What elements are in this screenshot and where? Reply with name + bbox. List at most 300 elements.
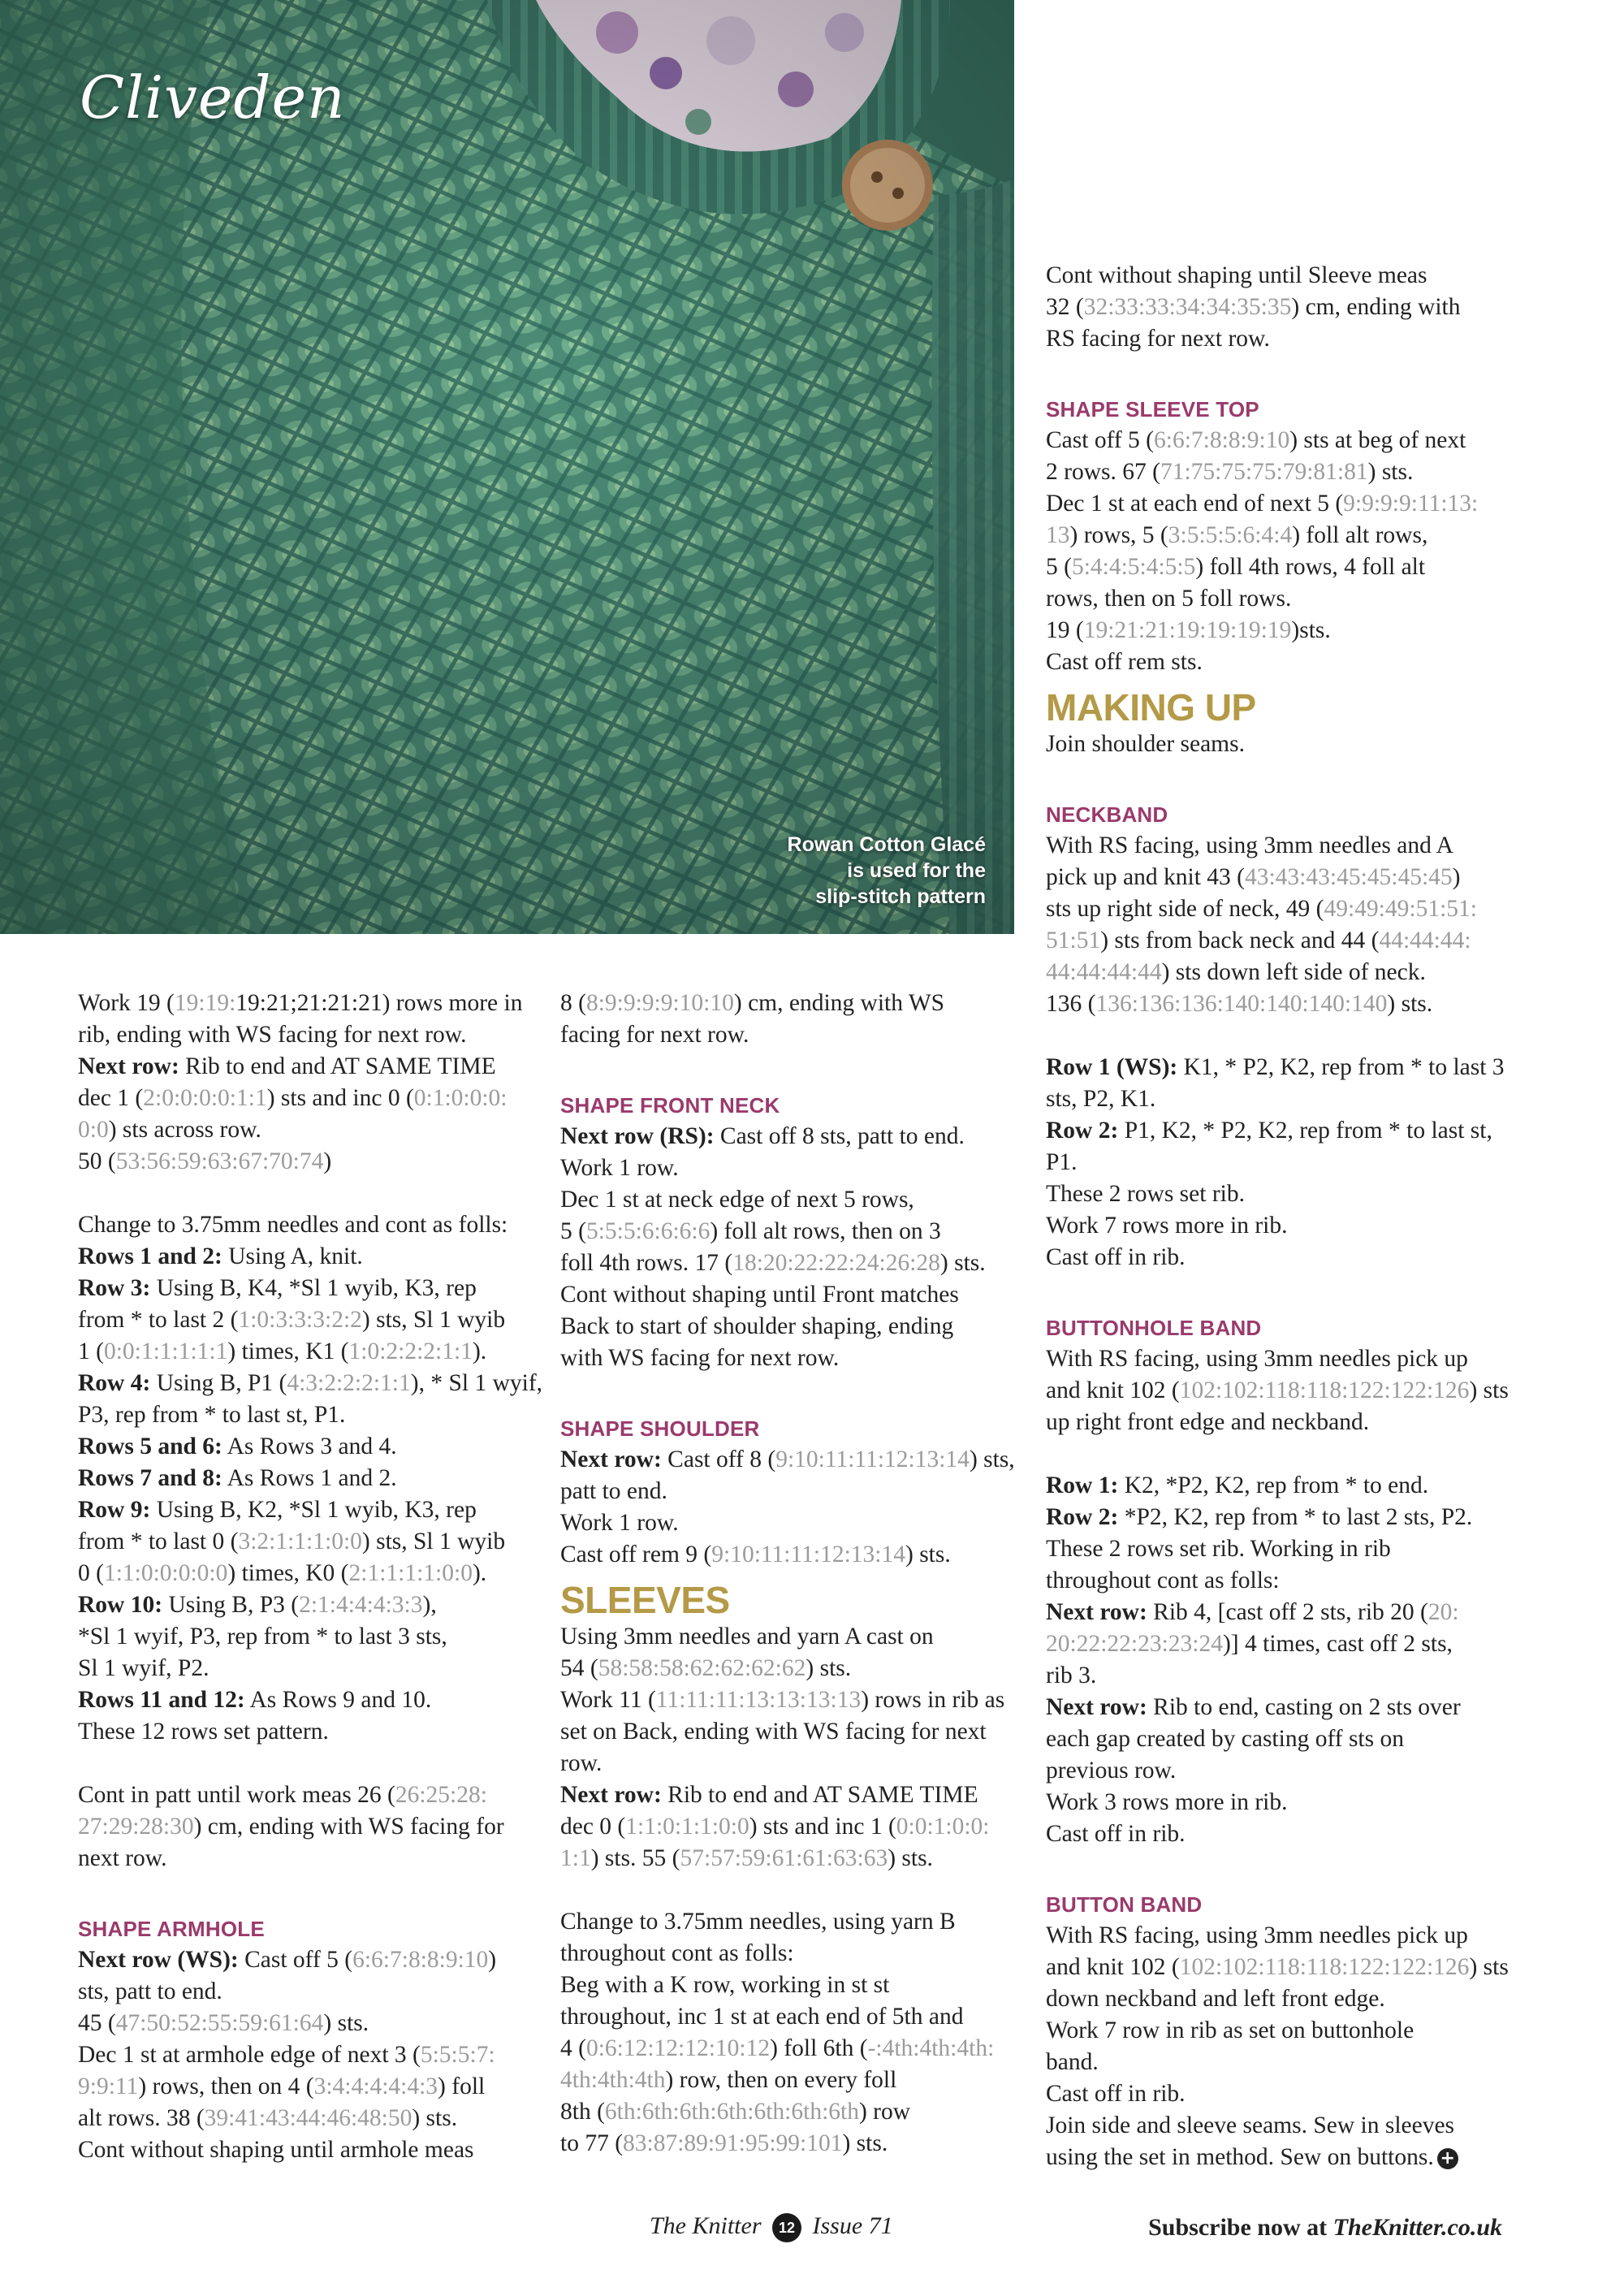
pattern-line bbox=[1046, 1920, 1509, 1952]
size-values: -:4th:4th:4th: bbox=[867, 2035, 995, 2061]
text-run: ) sts bbox=[1469, 1377, 1509, 1403]
text-run: ) bbox=[323, 1148, 332, 1174]
row-label: Next row: bbox=[1046, 1599, 1147, 1625]
size-values: 6:6:7:8:8:9:10 bbox=[1154, 427, 1290, 453]
caption-line: slip-stitch pattern bbox=[815, 885, 986, 908]
text-run: Using B, K2, *Sl 1 wyib, K3, rep bbox=[150, 1497, 477, 1523]
size-values: 0:0 bbox=[78, 1117, 109, 1143]
text-run: Back to start of shoulder shaping, ending bbox=[560, 1313, 954, 1339]
text-run: BUTTON BAND bbox=[1046, 1892, 1203, 1917]
pattern-line bbox=[1046, 988, 1509, 1020]
pattern-line bbox=[560, 1216, 1023, 1247]
pattern-line bbox=[78, 1051, 533, 1083]
text-run: ) sts bbox=[1469, 1954, 1509, 1980]
pattern-line bbox=[78, 1463, 533, 1494]
size-values: 5:5:5:7: bbox=[420, 2042, 495, 2068]
size-values: 18:20:22:22:24:26:28 bbox=[732, 1250, 940, 1276]
pattern-line bbox=[1046, 1755, 1509, 1787]
row-label: Rows 7 and 8: bbox=[78, 1465, 222, 1491]
text-run: ) times, K1 ( bbox=[227, 1338, 349, 1364]
text-run: Join shoulder seams. bbox=[1046, 731, 1245, 757]
pattern-line bbox=[560, 2096, 1023, 2128]
subsection-heading bbox=[1046, 1313, 1509, 1343]
text-run: previous row. bbox=[1046, 1758, 1177, 1784]
pattern-line bbox=[1046, 1052, 1509, 1083]
text-run: 8 ( bbox=[560, 990, 586, 1016]
size-values: 6th:6th:6th:6th:6th:6th:6th bbox=[604, 2099, 859, 2125]
pattern-line bbox=[1046, 323, 1509, 355]
pattern-line bbox=[78, 1779, 533, 1811]
pattern-line bbox=[560, 1906, 1023, 1938]
size-values: 57:57:59:61:61:63:63 bbox=[680, 1845, 888, 1871]
text-run: each gap created by casting off sts on bbox=[1046, 1726, 1404, 1752]
text-run: set on Back, ending with WS facing for next bbox=[560, 1719, 987, 1745]
subsection-heading bbox=[560, 1091, 1023, 1121]
text-run: Rib to end and AT SAME TIME bbox=[661, 1782, 978, 1808]
pattern-line bbox=[78, 1431, 533, 1463]
text-run: 8th ( bbox=[560, 2099, 605, 2125]
section-heading bbox=[560, 1579, 1023, 1621]
pattern-line bbox=[560, 1476, 1023, 1507]
text-run: K2, *P2, K2, rep from * to end. bbox=[1118, 1472, 1429, 1498]
text-run: row. bbox=[560, 1750, 603, 1776]
text-run: facing for next row. bbox=[560, 1022, 749, 1048]
size-values: 102:102:118:118:122:122:126 bbox=[1179, 1377, 1470, 1403]
text-run: rib, ending with WS facing for next row. bbox=[78, 1022, 467, 1048]
size-values: 32:33:33:34:34:35:35 bbox=[1083, 294, 1292, 320]
page-number: 12 bbox=[772, 2213, 801, 2242]
text-run: P1, K2, * P2, K2, rep from * to last st, bbox=[1118, 1118, 1492, 1144]
pattern-line bbox=[78, 1336, 533, 1368]
section-heading bbox=[1046, 686, 1509, 729]
text-run: ) sts. bbox=[888, 1845, 933, 1871]
paragraph-gap bbox=[78, 1178, 533, 1209]
text-run: Cont without shaping until Front matches bbox=[560, 1282, 959, 1308]
subsection-heading bbox=[560, 1414, 1023, 1444]
text-run: Cast off rem 9 ( bbox=[560, 1541, 712, 1567]
subsection-heading bbox=[78, 1914, 533, 1944]
pattern-line bbox=[560, 1311, 1023, 1343]
size-values: 0:6:12:12:12:10:12 bbox=[585, 2035, 771, 2061]
text-run: ) foll alt rows, bbox=[1292, 522, 1428, 548]
pattern-column-1 bbox=[78, 988, 543, 2166]
pattern-line bbox=[560, 1653, 1023, 1684]
row-label: Next row: bbox=[78, 1053, 179, 1079]
text-run: Cont without shaping until Sleeve meas bbox=[1046, 262, 1427, 288]
text-run: Cast off rem sts. bbox=[1046, 649, 1203, 675]
pattern-line bbox=[78, 1843, 533, 1874]
pattern-line bbox=[78, 2103, 533, 2134]
text-run: 32 ( bbox=[1046, 294, 1084, 320]
pattern-line bbox=[560, 1343, 1023, 1374]
size-values: 9:9:11 bbox=[78, 2073, 139, 2099]
pattern-line bbox=[78, 1558, 533, 1589]
pattern-line bbox=[560, 1444, 1023, 1476]
size-values: 20: bbox=[1427, 1599, 1459, 1625]
pattern-line bbox=[1046, 1952, 1509, 1983]
size-values: 4th:4th:4th bbox=[560, 2067, 666, 2093]
pattern-line bbox=[1046, 830, 1509, 862]
pattern-line bbox=[1046, 1787, 1509, 1818]
text-run: Cast off 5 ( bbox=[1046, 427, 1155, 453]
size-values: 1:0:3:3:3:2:2 bbox=[238, 1307, 362, 1333]
text-run: Using 3mm needles and yarn A cast on bbox=[560, 1624, 934, 1650]
text-run: SLEEVES bbox=[560, 1579, 730, 1621]
pattern-line bbox=[78, 1976, 533, 2008]
footer-subscribe bbox=[1148, 2214, 1502, 2242]
end-of-pattern-icon: + bbox=[1437, 2148, 1458, 2169]
size-values: 13 bbox=[1046, 522, 1070, 548]
text-run: These 2 rows set rib. bbox=[1046, 1181, 1245, 1207]
text-run: from * to last 2 ( bbox=[78, 1307, 239, 1333]
pattern-line bbox=[560, 1970, 1023, 2001]
text-run: Dec 1 st at armhole edge of next 3 ( bbox=[78, 2042, 421, 2068]
text-run: throughout, inc 1 st at each end of 5th and bbox=[560, 2004, 964, 2030]
text-run: throughout cont as folls: bbox=[1046, 1567, 1280, 1593]
paragraph-gap bbox=[1046, 1020, 1509, 1052]
row-label: Row 4: bbox=[78, 1370, 151, 1396]
pattern-line bbox=[1046, 1723, 1509, 1755]
magazine-name: The Knitter bbox=[650, 2212, 762, 2239]
paragraph-gap bbox=[1046, 1438, 1509, 1470]
pattern-line bbox=[1046, 292, 1509, 323]
text-run: Dec 1 st at each end of next 5 ( bbox=[1046, 491, 1344, 517]
pattern-line bbox=[560, 1938, 1023, 1970]
text-run: SHAPE SLEEVE TOP bbox=[1046, 397, 1259, 422]
pattern-line bbox=[78, 1944, 533, 1976]
size-values: 83:87:89:91:95:99:101 bbox=[623, 2130, 843, 2156]
pattern-line bbox=[78, 1399, 533, 1431]
text-run: dec 0 ( bbox=[560, 1814, 626, 1840]
text-run: 5 ( bbox=[1046, 554, 1072, 580]
pattern-line bbox=[1046, 1660, 1509, 1692]
size-values: 51:51 bbox=[1046, 927, 1101, 953]
pattern-line bbox=[78, 1273, 533, 1304]
pattern-column-3 bbox=[1046, 260, 1509, 2173]
paragraph-gap bbox=[560, 1051, 1023, 1083]
text-run: 2 rows. 67 ( bbox=[1046, 459, 1160, 485]
text-run: down neckband and left front edge. bbox=[1046, 1986, 1385, 2012]
pattern-line bbox=[1046, 893, 1509, 925]
size-values: 1:1 bbox=[560, 1845, 591, 1871]
text-run: ) sts, bbox=[969, 1446, 1015, 1472]
size-values: 3:2:1:1:1:0:0 bbox=[238, 1529, 362, 1554]
pattern-line bbox=[1046, 1147, 1509, 1178]
row-label: Next row: bbox=[560, 1782, 662, 1808]
paragraph-gap bbox=[1046, 1273, 1509, 1305]
text-run: 1 ( bbox=[78, 1338, 104, 1364]
pattern-line bbox=[560, 1779, 1023, 1811]
size-values: 44:44:44: bbox=[1379, 927, 1471, 953]
pattern-line bbox=[78, 2071, 533, 2103]
text-run: ) foll alt rows, then on 3 bbox=[710, 1218, 941, 1244]
text-run: RS facing for next row. bbox=[1046, 326, 1270, 352]
text-run: ) foll bbox=[438, 2073, 486, 2099]
text-run: ) sts. bbox=[905, 1541, 951, 1567]
text-run: with WS facing for next row. bbox=[560, 1345, 840, 1371]
text-run: ), bbox=[422, 1592, 437, 1618]
pattern-column-2 bbox=[560, 988, 1023, 2160]
text-run: ) times, K0 ( bbox=[227, 1560, 349, 1586]
pattern-line bbox=[78, 1019, 533, 1051]
text-run: Using A, knit. bbox=[222, 1243, 363, 1269]
text-run: SHAPE ARMHOLE bbox=[78, 1917, 265, 1941]
text-run: ) bbox=[1452, 864, 1461, 890]
pattern-line bbox=[1046, 583, 1509, 615]
text-run: Using B, P3 ( bbox=[162, 1592, 300, 1618]
size-values: 3:4:4:4:4:4:3 bbox=[313, 2073, 438, 2099]
text-run: sts, P2, K1. bbox=[1046, 1086, 1156, 1112]
pattern-line bbox=[560, 1019, 1023, 1051]
pattern-line bbox=[78, 1146, 533, 1178]
pattern-line bbox=[1046, 1983, 1509, 2015]
text-run: 54 ( bbox=[560, 1655, 598, 1681]
size-values: 9:10:11:11:12:13:14 bbox=[775, 1446, 970, 1472]
size-values: 47:50:52:55:59:61:64 bbox=[115, 2010, 324, 2036]
pattern-line bbox=[1046, 615, 1509, 646]
text-run: Rib 4, [cast off 2 sts, rib 20 ( bbox=[1147, 1599, 1428, 1625]
pattern-line bbox=[78, 1083, 533, 1114]
text-run: With RS facing, using 3mm needles pick up bbox=[1046, 1346, 1468, 1372]
text-run: K1, * P2, K2, rep from * to last 3 bbox=[1177, 1054, 1505, 1080]
pattern-line bbox=[78, 1653, 533, 1684]
text-run: Cont without shaping until armhole meas bbox=[78, 2137, 474, 2163]
text-run: 0 ( bbox=[78, 1560, 104, 1586]
pattern-line bbox=[1046, 1115, 1509, 1147]
pattern-line bbox=[560, 2128, 1023, 2160]
hero-photo bbox=[0, 0, 1014, 934]
text-run: band. bbox=[1046, 2049, 1099, 2075]
row-label: Next row (WS): bbox=[78, 1947, 239, 1973]
pattern-line bbox=[560, 1811, 1023, 1843]
row-label: Rows 11 and 12: bbox=[78, 1687, 245, 1713]
pattern-line bbox=[1046, 862, 1509, 893]
paragraph-gap bbox=[560, 1874, 1023, 1906]
text-run: Rib to end and AT SAME TIME bbox=[179, 1053, 496, 1079]
text-run: *P2, K2, rep from * to last 2 sts, P2. bbox=[1118, 1504, 1473, 1530]
text-run: sts, patt to end. bbox=[78, 1978, 222, 2004]
pattern-line bbox=[1046, 520, 1509, 551]
pattern-line bbox=[1046, 1565, 1509, 1597]
text-run: to 77 ( bbox=[560, 2130, 624, 2156]
text-run: ), * Sl 1 wyif, bbox=[410, 1370, 543, 1396]
text-run: ) sts. bbox=[1367, 459, 1414, 485]
pattern-line bbox=[560, 988, 1023, 1019]
text-run: ) sts. bbox=[323, 2010, 369, 2036]
text-run: ) sts and inc 1 ( bbox=[749, 1814, 896, 1840]
text-run: These 12 rows set pattern. bbox=[78, 1719, 329, 1745]
text-run: Cast off 8 ( bbox=[661, 1446, 776, 1472]
pattern-line bbox=[78, 1494, 533, 1526]
row-label: Row 1: bbox=[1046, 1472, 1119, 1498]
text-run: 50 ( bbox=[78, 1148, 116, 1174]
text-run: P1. bbox=[1046, 1149, 1078, 1175]
row-label: Next row: bbox=[560, 1446, 662, 1472]
text-run: Beg with a K row, working in st st bbox=[560, 1972, 890, 1998]
row-label: Next row: bbox=[1046, 1694, 1147, 1720]
pattern-line bbox=[1046, 260, 1509, 292]
pattern-line bbox=[1046, 957, 1509, 988]
text-run: ) sts and inc 0 ( bbox=[266, 1085, 414, 1111]
pattern-line bbox=[560, 1121, 1023, 1152]
text-run: Work 7 rows more in rib. bbox=[1046, 1213, 1288, 1239]
pattern-line bbox=[560, 1748, 1023, 1779]
size-values: 2:0:0:0:0:1:1 bbox=[143, 1085, 267, 1111]
row-label: Row 1 (WS): bbox=[1046, 1054, 1178, 1080]
subsection-heading bbox=[1046, 395, 1509, 425]
text-run: Work 19 ( bbox=[78, 990, 175, 1016]
pattern-line bbox=[1046, 1692, 1509, 1723]
size-values: 44:44:44:44 bbox=[1046, 959, 1162, 985]
text-run: As Rows 1 and 2. bbox=[222, 1465, 397, 1491]
text-run: ) row bbox=[858, 2099, 911, 2125]
text-run: up right front edge and neckband. bbox=[1046, 1409, 1370, 1435]
text-run: ) rows, 5 ( bbox=[1069, 522, 1168, 548]
text-run: ) rows, then on 4 ( bbox=[138, 2073, 314, 2099]
text-run: BUTTONHOLE BAND bbox=[1046, 1316, 1262, 1340]
text-run: Join side and sleeve seams. Sew in sleeves bbox=[1046, 2112, 1455, 2138]
text-run: Cast off in rib. bbox=[1046, 1244, 1186, 1270]
text-run: Work 7 row in rib as set on buttonhole bbox=[1046, 2017, 1415, 2043]
row-label: Next row (RS): bbox=[560, 1123, 715, 1149]
row-label: Row 2: bbox=[1046, 1504, 1119, 1530]
text-run: ) sts down left side of neck. bbox=[1161, 959, 1426, 985]
text-run: and knit 102 ( bbox=[1046, 1954, 1180, 1980]
pattern-line bbox=[560, 1539, 1023, 1571]
size-values: 11:11:11:13:13:13:13 bbox=[655, 1687, 862, 1713]
size-values: 39:41:43:44:46:48:50 bbox=[204, 2105, 412, 2131]
row-label: Row 10: bbox=[78, 1592, 163, 1618]
text-run: ) sts. bbox=[842, 2130, 888, 2156]
pattern-line bbox=[1046, 1210, 1509, 1242]
text-run: ) cm, ending with bbox=[1291, 294, 1461, 320]
photo-caption bbox=[693, 832, 986, 910]
text-run: ) foll 4th rows, 4 foll alt bbox=[1195, 554, 1426, 580]
page-title: Cliveden bbox=[80, 63, 346, 132]
pattern-line bbox=[1046, 1375, 1509, 1407]
pattern-line bbox=[1046, 2078, 1509, 2110]
text-run: 19 ( bbox=[1046, 617, 1084, 643]
size-values: 27:29:28:30 bbox=[78, 1814, 194, 1840]
size-values: 4:3:2:2:2:1:1 bbox=[287, 1370, 411, 1396]
size-values: 0:1:0:0:0: bbox=[413, 1085, 508, 1111]
size-values: 9:9:9:9:11:13: bbox=[1343, 491, 1479, 517]
text-run: and knit 102 ( bbox=[1046, 1377, 1180, 1403]
pattern-line bbox=[560, 1843, 1023, 1874]
pattern-line bbox=[1046, 1533, 1509, 1565]
text-run: ) sts, Sl 1 wyib bbox=[361, 1307, 506, 1333]
text-run: Dec 1 st at neck edge of next 5 rows, bbox=[560, 1187, 914, 1213]
text-run: ) row, then on every foll bbox=[665, 2067, 897, 2093]
size-values: 19:19: bbox=[174, 990, 236, 1016]
pattern-line bbox=[1046, 1083, 1509, 1115]
size-values: 102:102:118:118:122:122:126 bbox=[1179, 1954, 1470, 1980]
text-run: SHAPE FRONT NECK bbox=[560, 1093, 780, 1118]
text-run: ) sts. bbox=[939, 1250, 986, 1276]
pattern-line bbox=[78, 1526, 533, 1558]
text-run: ) cm, ending with WS bbox=[733, 990, 945, 1016]
pattern-line bbox=[1046, 925, 1509, 957]
text-run: ) bbox=[488, 1947, 497, 1973]
subscribe-link[interactable]: TheKnitter.co.uk bbox=[1332, 2214, 1502, 2241]
pattern-line bbox=[78, 1209, 533, 1241]
size-values: 1:1:0:1:1:0:0 bbox=[625, 1814, 749, 1840]
pattern-line bbox=[78, 1684, 533, 1716]
size-values: 26:25:28: bbox=[395, 1782, 487, 1808]
text-run: ). bbox=[472, 1338, 487, 1364]
pattern-line bbox=[560, 1684, 1023, 1716]
text-run: ). bbox=[472, 1560, 487, 1586]
pattern-line bbox=[560, 1247, 1023, 1279]
pattern-line bbox=[78, 2039, 533, 2071]
text-run: ) sts. bbox=[1387, 991, 1433, 1017]
size-values: 6:6:7:8:8:9:10 bbox=[352, 1947, 489, 1973]
text-run: Cont in patt until work meas 26 ( bbox=[78, 1782, 395, 1808]
text-run: throughout cont as folls: bbox=[560, 1940, 794, 1966]
subsection-heading bbox=[1046, 800, 1509, 830]
issue-number: Issue 71 bbox=[812, 2212, 893, 2239]
pattern-line bbox=[1046, 2047, 1509, 2078]
subsection-heading bbox=[1046, 1890, 1509, 1920]
paragraph-gap bbox=[1046, 1850, 1509, 1882]
text-run: ) rows in rib as bbox=[861, 1687, 1005, 1713]
text-run: Work 11 ( bbox=[560, 1687, 656, 1713]
footer-issue bbox=[650, 2212, 893, 2242]
text-run: ) sts. bbox=[806, 1655, 852, 1681]
pattern-line bbox=[78, 1716, 533, 1748]
size-values: 19:21:21:19:19:19:19 bbox=[1083, 617, 1292, 643]
pattern-line bbox=[560, 2065, 1023, 2096]
pattern-line bbox=[1046, 425, 1509, 456]
size-values: 8:9:9:9:9:10:10 bbox=[585, 990, 734, 1016]
pattern-line bbox=[78, 1368, 543, 1399]
text-run: ) cm, ending with WS facing for bbox=[193, 1814, 504, 1840]
pattern-line bbox=[1046, 1818, 1509, 1850]
paragraph-gap bbox=[1046, 760, 1509, 792]
text-run: SHAPE SHOULDER bbox=[560, 1416, 760, 1441]
size-values: 9:10:11:11:12:13:14 bbox=[711, 1541, 905, 1567]
pattern-line bbox=[1046, 1597, 1509, 1628]
pattern-line bbox=[560, 1184, 1023, 1216]
text-run: Change to 3.75mm needles, using yarn B bbox=[560, 1909, 956, 1935]
pattern-line bbox=[1046, 456, 1509, 488]
text-run: alt rows. 38 ( bbox=[78, 2105, 205, 2131]
pattern-line bbox=[560, 1621, 1023, 1653]
row-label: Rows 5 and 6: bbox=[78, 1433, 222, 1459]
paragraph-gap bbox=[560, 1374, 1023, 1406]
text-run: sts up right side of neck, 49 ( bbox=[1046, 896, 1324, 922]
row-label: Row 2: bbox=[1046, 1118, 1119, 1144]
pattern-line bbox=[78, 1304, 533, 1336]
pattern-line bbox=[78, 988, 533, 1019]
text-run: Cast off 5 ( bbox=[238, 1947, 353, 1973]
pattern-line bbox=[1046, 646, 1509, 678]
row-label: Row 3: bbox=[78, 1275, 151, 1301]
text-run: Using B, P1 ( bbox=[150, 1370, 287, 1396]
size-values: 0:0:1:0:0: bbox=[896, 1814, 990, 1840]
pattern-line bbox=[1046, 1628, 1509, 1660]
text-run: As Rows 3 and 4. bbox=[222, 1433, 397, 1459]
pattern-line bbox=[560, 1152, 1023, 1184]
subscribe-prefix: Subscribe now at bbox=[1148, 2214, 1333, 2241]
text-run: 136 ( bbox=[1046, 991, 1096, 1017]
pattern-line bbox=[1046, 1502, 1509, 1533]
text-run: rows, then on 5 foll rows. bbox=[1046, 586, 1292, 612]
size-values: 49:49:49:51:51: bbox=[1324, 896, 1477, 922]
pattern-line bbox=[1046, 2015, 1509, 2047]
text-run: pick up and knit 43 ( bbox=[1046, 864, 1245, 890]
pattern-line bbox=[78, 2008, 533, 2039]
